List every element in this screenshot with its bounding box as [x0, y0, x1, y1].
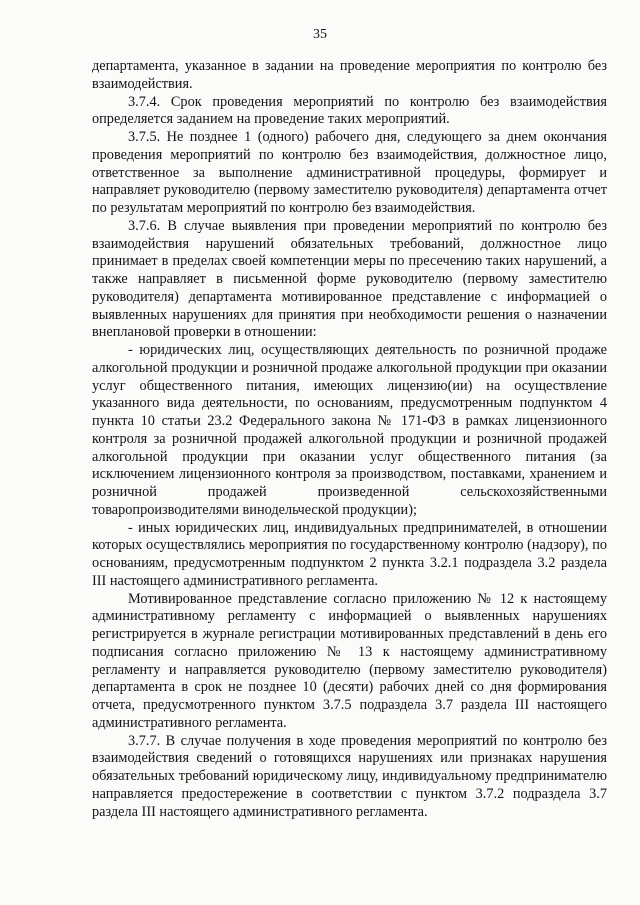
paragraph-3-7-4: 3.7.4. Срок проведения мероприятий по контролю без взаимодействия определяется заданием на проведение таких мероприятий. [92, 93, 607, 128]
paragraph-3-7-7: 3.7.7. В случае получения в ходе проведения мероприятий по контролю без взаимодействия сведений о готовящихся нарушениях или признаках нарушения обязательных требований юридическому лицу, индивидуальному предпринимателю направляется предостережение в соответствии с пунктом 3.7.2 подраздела 3.7 раздела III настоящего административного регламента. [92, 732, 607, 820]
paragraph-motivated-submission: Мотивированное представление согласно приложению № 12 к настоящему административному регламенту с информацией о выявленных нарушениях регистрируется в журнале регистрации мотивированных представлений в день его подписания согласно приложению № 13 к настоящему административному регламенту и направляется руководителю (первому заместителю руководителя) департамента в срок не позднее 10 (десяти) рабочих дней со дня формирования отчета, предусмотренного пунктом 3.7.5 подраздела 3.7 раздела III настоящего административного регламента. [92, 590, 607, 731]
list-item-other-entities: - иных юридических лиц, индивидуальных предпринимателей, в отношении которых осуществлялись мероприятия по государственному контролю (надзору), по основаниям, предусмотренным подпунктом 2 пункта 3.2.1 подраздела 3.2 раздела III настоящего административного регламента. [92, 519, 607, 589]
list-item-legal-entities: - юридических лиц, осуществляющих деятельность по розничной продаже алкогольной продукции и розничной продаже алкогольной продукции при оказании услуг общественного питания, имеющих лицензию(ии) на осуществление указанного вида деятельности, по основаниям, предусмотренным подпунктом 4 пункта 10 статьи 23.2 Федерального закона № 171-ФЗ в рамках лицензионного контроля за розничной продажей алкогольной продукции и розничной продажей алкогольной продукции при оказании услуг общественного питания (за исключением лицензионного контроля за производством, поставками, хранением и розничной продажей произведенной сельскохозяйственными товаропроизводителями винодельческой продукции); [92, 342, 607, 518]
paragraph-3-7-5: 3.7.5. Не позднее 1 (одного) рабочего дня, следующего за днем окончания проведения мероприятий по контролю без взаимодействия, должностное лицо, ответственное за выполнение административной процедуры, формирует и направляет руководителю (первому заместителю руководителя) департамента отчет по результатам мероприятий по контролю без взаимодействия. [92, 129, 607, 216]
page-number: 35 [313, 27, 327, 42]
paragraph-continuation: департамента, указанное в задании на проведение мероприятия по контролю без взаимодействия. [92, 58, 607, 92]
document-body [92, 58, 607, 821]
paragraph-3-7-6: 3.7.6. В случае выявления при проведении мероприятий по контролю без взаимодействия нарушений обязательных требований, должностное лицо принимает в пределах своей компетенции меры по пресечению таких нарушений, а также направляет в письменной форме руководителю (первому заместителю руководителя) департамента мотивированное представление с информацией о выявленных нарушениях для принятия при необходимости решения о назначении внеплановой проверки в отношении: [92, 217, 607, 341]
